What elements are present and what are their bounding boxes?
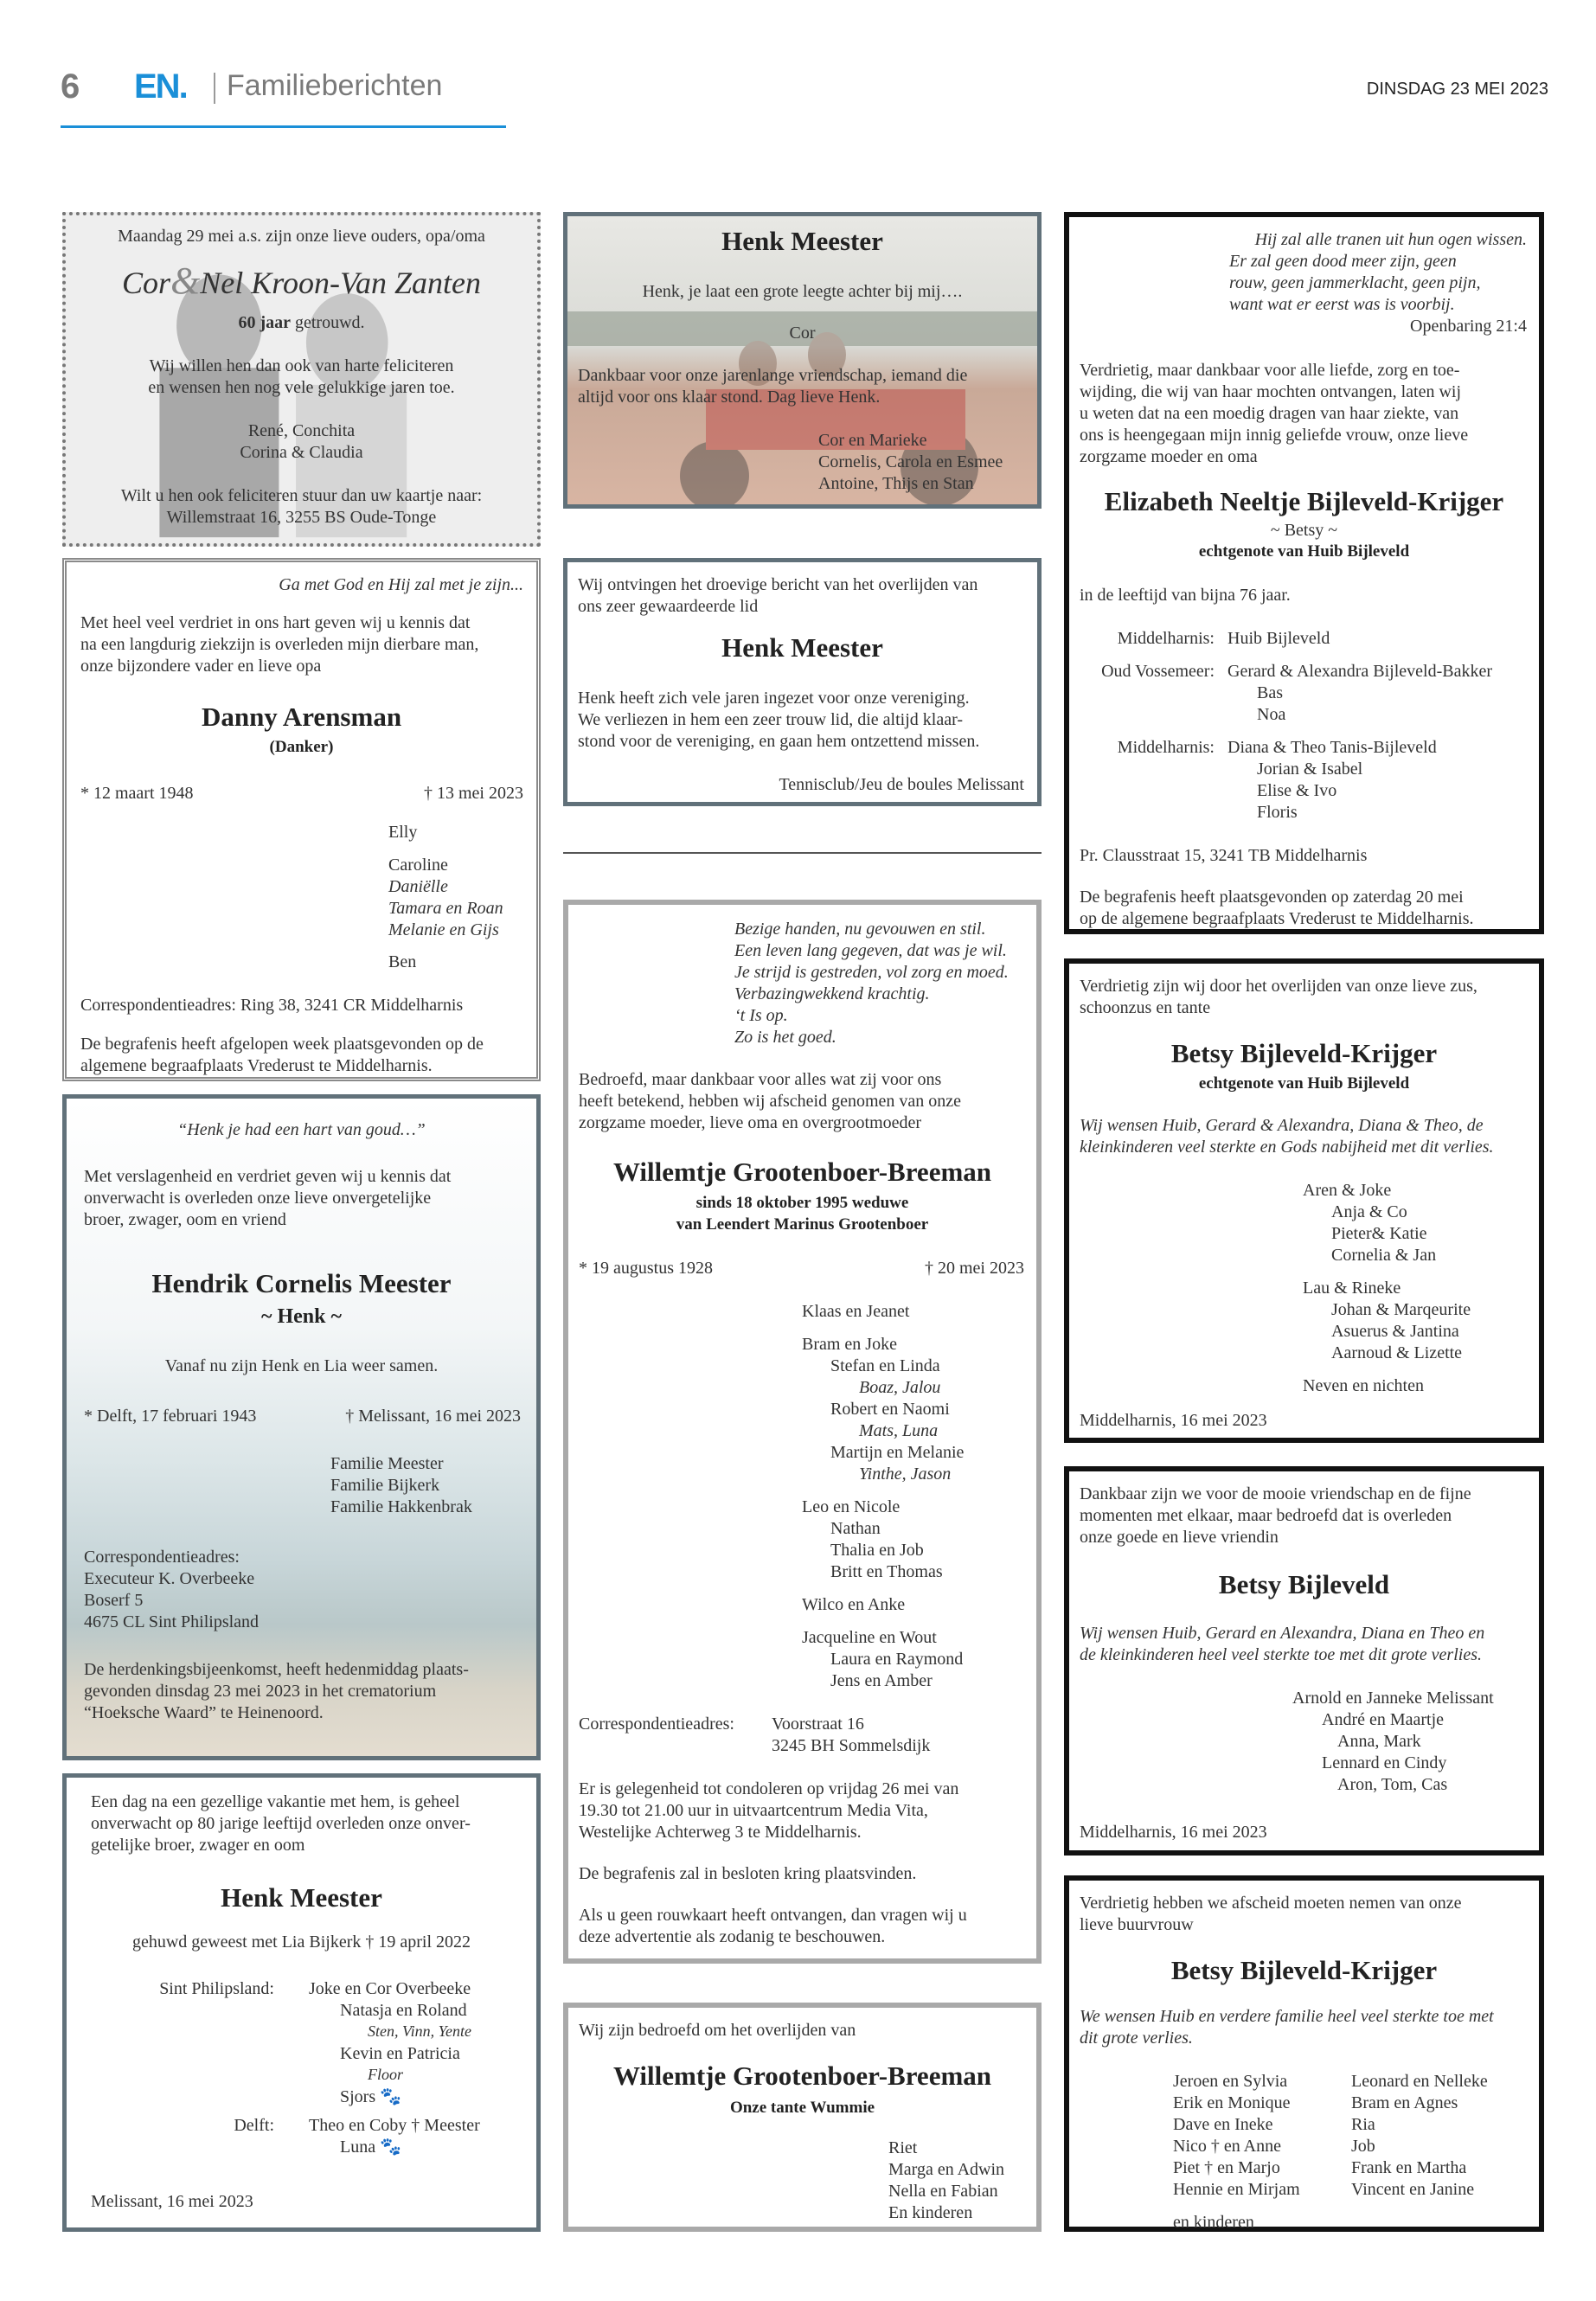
ad8-family: En kinderen [888,2203,973,2222]
ad3-nick: ~ Henk ~ [261,1305,342,1328]
ad3-family: Familie Meester [330,1454,444,1473]
ad10-family: Lau & Rineke [1303,1279,1401,1298]
ad7-condolence: Er is gelegenheid tot condoleren op vrijdag 26 mei van [579,1779,959,1798]
ad6-text: We verliezen in hem een zeer trouw lid, die altijd klaar- [578,710,964,729]
ad7-family: Jacqueline en Wout [802,1628,937,1647]
ad7-family: Thalia en Job [830,1541,924,1560]
ad9-place: Oud Vossemeer: [1101,662,1215,681]
ad7-condolence: 19.30 tot 21.00 uur in uitvaartcentrum Media Vita, [579,1801,928,1820]
ad12-neighbour: Bram en Agnes [1351,2093,1458,2112]
ad9-family: Jorian & Isabel [1257,760,1363,779]
newspaper-logo: EN. [134,67,187,106]
ad10-intro: schoonzus en tante [1080,998,1211,1017]
notice-betsy-neighbours [1064,1875,1544,2232]
ad5-family: Cor en Marieke [818,431,927,450]
ad1-wish2: en wensen hen nog vele gelukkige jaren toe. [148,378,455,397]
ad9-burial: op de algemene begraafplaats Vrederust te Middelharnis. [1080,909,1474,928]
paw-icon: 🐾 [380,2138,401,2157]
ad10-footer: Middelharnis, 16 mei 2023 [1080,1411,1267,1430]
notice-grootenboer-tante [563,2003,1042,2232]
ad5-text: Dankbaar voor onze jarenlange vriendschap, iemand die [578,366,968,385]
ad1-top: Maandag 29 mei a.s. zijn onze lieve ouders, opa/oma [118,227,485,246]
ad9-family: Diana & Theo Tanis-Bijleveld [1227,738,1437,757]
ad2-motto: Ga met God en Hij zal met je zijn... [279,575,523,594]
ad4-intro: onverwacht op 80 jarige leeftijd overleden onze onver- [91,1814,471,1833]
column-divider [563,852,1042,854]
ad8-sub: Onze tante Wummie [729,2099,875,2117]
ad2-born: * 12 maart 1948 [80,784,194,803]
ad8-family: Marga en Adwin [888,2160,1005,2179]
ad4-family: Sjors 🐾 [340,2087,402,2106]
ad6-club: Tennisclub/Jeu de boules Melissant [779,775,1024,794]
ad9-intro: Verdrietig, maar dankbaar voor alle liefde, zorg en toe- [1080,361,1460,380]
ad9-intro: ons is heengegaan mijn innig geliefde vrouw, onze lieve [1080,426,1469,445]
ad5-cor: Cor [789,324,816,343]
ad6-text: stond voor de vereniging, en gaan hem ontzettend missen. [578,732,980,751]
ad4-place1: Sint Philipsland: [159,1979,274,1998]
ad1-card2: Willemstraat 16, 3255 BS Oude-Tonge [166,508,437,527]
ad10-spouse: echtgenote van Huib Bijleveld [1198,1074,1410,1093]
ad12-neighbour: Ria [1351,2115,1375,2134]
ad12-neighbour: Job [1351,2137,1375,2156]
ad6-intro: ons zeer gewaardeerde lid [578,597,759,616]
ad9-quote: Er zal geen dood meer zijn, geen [1229,252,1457,271]
ad2-died: † 13 mei 2023 [424,784,523,803]
ad1-wish1: Wij willen hen dan ook van harte feliciteren [149,356,454,375]
ad12-end: en kinderen [1173,2213,1254,2232]
ad7-poem: ‘t Is op. [734,1006,788,1025]
ad3-family: Familie Hakkenbrak [330,1497,472,1516]
ad4-married: gehuwd geweest met Lia Bijkerk † 19 april 2022 [131,1932,471,1952]
ad7-name: Willemtje Grootenboer-Breeman [612,1157,992,1187]
ad7-family: Stefan en Linda [830,1356,940,1375]
ad9-quote: rouw, geen jammerklacht, geen pijn, [1229,273,1481,292]
ad4-name: Henk Meester [221,1882,382,1913]
ad12-neighbour: Leonard en Nelleke [1351,2072,1488,2091]
ad12-intro: lieve buurvrouw [1080,1915,1194,1934]
ad3-corr: 4675 CL Sint Philipsland [84,1612,260,1631]
ad12-neighbour: Piet † en Marjo [1173,2158,1280,2177]
ad7-died: † 20 mei 2023 [925,1259,1024,1278]
ad9-spouse: echtgenote van Huib Bijleveld [1198,542,1410,561]
ad2-nick: (Danker) [269,738,334,756]
ad2-burial: De begrafenis heeft afgelopen week plaatsgevonden op de [80,1035,484,1054]
ad9-age: in de leeftijd van bijna 76 jaar. [1080,586,1291,605]
ad11-name: Betsy Bijleveld [1218,1569,1390,1599]
ad7-family: Yinthe, Jason [859,1465,952,1484]
ad8-family: Nella en Fabian [888,2182,998,2201]
ad10-family: Cornelia & Jan [1331,1246,1437,1265]
death-notice-hendrik-meester [62,1094,541,1760]
ad9-family: Huib Bijleveld [1227,629,1330,648]
ad1-fam1: René, Conchita [247,421,356,440]
ad2-intro: na een langdurig ziekzijn is overleden mijn dierbare man, [80,635,479,654]
ad11-family: Aron, Tom, Cas [1337,1775,1448,1794]
ad4-intro: Een dag na een gezellige vakantie met hem, is geheel [91,1792,460,1811]
ad3-corr: Boserf 5 [84,1591,144,1610]
ad9-burial: De begrafenis heeft plaatsgevonden op zaterdag 20 mei [1080,888,1464,907]
ad2-burial: algemene begraafplaats Vrederust te Middelharnis. [80,1056,433,1075]
ad3-quote: “Henk je had een hart van goud…” [177,1120,426,1139]
ad12-neighbour: Dave en Ineke [1173,2115,1273,2134]
ad8-family: Riet [888,2138,918,2157]
ad3-family: Familie Bijkerk [330,1476,440,1495]
notice-betsy-friends [1064,1466,1544,1856]
ad12-wish: dit grote verlies. [1080,2029,1193,2048]
ad9-family: Bas [1257,683,1283,702]
ad10-wish: kleinkinderen veel sterkte en Gods nabijheid met dit verlies. [1080,1138,1494,1157]
section-title: Familieberichten [227,69,443,102]
ad3-born: * Delft, 17 februari 1943 [84,1407,257,1426]
ad2-name: Danny Arensman [201,702,402,732]
ad9-intro: u weten dat na een moedig dragen van haar ziekte, van [1080,404,1459,423]
ad2-intro: Met heel veel verdriet in ons hart geven wij u kennis dat [80,613,471,632]
ad3-memorial: “Hoeksche Waard” te Heinenoord. [84,1703,324,1722]
ad7-family: Mats, Luna [859,1421,939,1440]
ad7-sub1: sinds 18 oktober 1995 weduwe [695,1194,909,1212]
ad7-family: Laura en Raymond [830,1650,964,1669]
header-rule [61,125,506,128]
ad7-corr: Voorstraat 16 [772,1715,864,1734]
ad8-intro: Wij zijn bedroefd om het overlijden van [579,2021,856,2040]
notice-betsy-family [1064,958,1544,1443]
ad4-footer: Melissant, 16 mei 2023 [91,2192,253,2211]
ad5-family: Antoine, Thijs en Stan [818,474,974,493]
header-separator [214,73,215,104]
ad9-quote: want wat er eerst was is voorbij. [1229,295,1455,314]
ad3-memorial: De herdenkingsbijeenkomst, heeft hedenmiddag plaats- [84,1660,469,1679]
ad7-family: Bram en Joke [802,1335,897,1354]
ad1-card1: Wilt u hen ook feliciteren stuur dan uw kaartje naar: [120,486,483,505]
edition-date: DINSDAG 23 MEI 2023 [1366,80,1548,99]
page-number: 6 [61,67,80,106]
ad12-intro: Verdrietig hebben we afscheid moeten nemen van onze [1080,1894,1462,1913]
notice-henk-meester-tennisclub [563,558,1042,806]
ad12-neighbour: Nico † en Anne [1173,2137,1281,2156]
ad12-neighbour: Hennie en Mirjam [1173,2180,1300,2199]
ad9-name: Elizabeth Neeltje Bijleveld-Krijger [1104,486,1504,516]
ad4-family: Kevin en Patricia [340,2044,460,2063]
ad7-family: Robert en Naomi [830,1400,950,1419]
ad10-family: Anja & Co [1331,1202,1407,1221]
ad4-family: Theo en Coby † Meester [309,2116,480,2135]
anniversary-ad [62,212,541,547]
ad7-family: Nathan [830,1519,881,1538]
ad7-intro: zorgzame moeder, lieve oma en overgrootmoeder [579,1113,922,1132]
ad7-poem: Een leven lang gegeven, dat was je wil. [734,941,1007,960]
ad11-intro: momenten met elkaar, maar bedroefd dat is overleden [1080,1506,1452,1525]
ad7-family: Klaas en Jeanet [802,1302,910,1321]
ad10-family: Aren & Joke [1303,1181,1392,1200]
ad7-born: * 19 augustus 1928 [579,1259,713,1278]
ad1-names: Cor&Nel Kroon-Van Zanten [122,260,481,302]
ad2-corr: Correspondentieadres: Ring 38, 3241 CR Middelharnis [80,996,464,1015]
ad11-footer: Middelharnis, 16 mei 2023 [1080,1823,1267,1842]
ad11-family: André en Maartje [1322,1710,1445,1729]
ad3-corr: Correspondentieadres: [84,1548,240,1567]
death-notice-grootenboer [563,900,1042,1964]
ad5-line1: Henk, je laat een grote leegte achter bij mij…. [642,282,963,301]
ad11-wish: Wij wensen Huib, Gerard en Alexandra, Diana en Theo en [1080,1624,1485,1643]
ad7-family: Wilco en Anke [802,1595,906,1614]
ad7-family: Leo en Nicole [802,1497,901,1516]
ad7-condolence: Westelijke Achterweg 3 te Middelharnis. [579,1823,862,1842]
ad9-family: Floris [1257,803,1298,822]
ad9-quote: Hij zal alle tranen uit hun ogen wissen. [1254,230,1527,249]
ad7-family: Britt en Thomas [830,1562,943,1581]
ad11-family: Anna, Mark [1337,1732,1421,1751]
ad7-intro: Bedroefd, maar dankbaar voor alles wat zij voor ons [579,1070,942,1089]
paw-icon: 🐾 [380,2087,402,2106]
death-notice-henk-meester-family [62,1773,541,2232]
ad4-place2: Delft: [234,2116,274,2135]
ad10-family: Neven en nichten [1303,1376,1424,1395]
ad3-intro: broer, zwager, oom en vriend [84,1210,286,1229]
ad4-family: Sten, Vinn, Yente [368,2022,471,2040]
ad1-years: 60 jaar getrouwd. [238,313,365,332]
ad10-intro: Verdrietig zijn wij door het overlijden van onze lieve zus, [1080,977,1477,996]
ad1-fam2: Corina & Claudia [240,443,363,462]
ad6-text: Henk heeft zich vele jaren ingezet voor onze vereniging. [578,689,970,708]
ad3-corr: Executeur K. Overbeeke [84,1569,255,1588]
ad12-wish: We wensen Huib en verdere familie heel veel sterkte toe met [1080,2007,1494,2026]
ad10-family: Johan & Marqeurite [1331,1300,1471,1319]
ad12-neighbour: Erik en Monique [1173,2093,1291,2112]
ad10-name: Betsy Bijleveld-Krijger [1170,1038,1438,1068]
ad4-family: Natasja en Roland [340,2001,467,2020]
ad2-family: Tamara en Roan [388,899,503,918]
ad9-family: Elise & Ivo [1257,781,1337,800]
ad4-family: Luna 🐾 [340,2138,401,2157]
ad5-name: Henk Meester [721,226,883,256]
ad12-neighbour: Jeroen en Sylvia [1173,2072,1288,2091]
ad7-family: Boaz, Jalou [859,1378,941,1397]
ad5-text: altijd voor ons klaar stond. Dag lieve Henk. [578,388,881,407]
ad7-poem: Zo is het goed. [734,1028,836,1047]
ad11-wish: de kleinkinderen heel veel sterkte toe met dit grote verlies. [1080,1645,1482,1664]
ad7-poem: Je strijd is gestreden, vol zorg en moed. [734,963,1009,982]
ad3-intro: onverwacht is overleden onze lieve onvergetelijke [84,1189,432,1208]
ad12-name: Betsy Bijleveld-Krijger [1170,1955,1438,1985]
ad10-family: Asuerus & Jantina [1331,1322,1459,1341]
ad3-died: † Melissant, 16 mei 2023 [345,1407,521,1426]
ad7-note: Als u geen rouwkaart heeft ontvangen, dan vragen wij u [579,1906,967,1925]
ad7-poem: Verbazingwekkend krachtig. [734,984,930,1003]
ad9-address: Pr. Clausstraat 15, 3241 TB Middelharnis [1080,846,1368,865]
ad7-intro: heeft betekend, hebben wij afscheid genomen van onze [579,1092,962,1111]
ad8-name: Willemtje Grootenboer-Breeman [612,2061,992,2091]
ad12-neighbour: Vincent en Janine [1351,2180,1475,2199]
ad7-corr: 3245 BH Sommelsdijk [772,1736,931,1755]
ad7-family: Martijn en Melanie [830,1443,965,1462]
ad10-wish: Wij wensen Huib, Gerard & Alexandra, Diana & Theo, de [1080,1116,1484,1135]
ad6-name: Henk Meester [721,632,883,663]
ad2-family: Caroline [388,856,448,875]
ad11-intro: onze goede en lieve vriendin [1080,1528,1279,1547]
ad2-family: Elly [388,823,418,842]
ad2-family: Daniëlle [388,877,448,896]
ad11-intro: Dankbaar zijn we voor de mooie vriendschap en de fijne [1080,1484,1471,1503]
ad5-family: Cornelis, Carola en Esmee [818,452,1003,471]
ad7-sub2: van Leendert Marinus Grootenboer [676,1215,929,1234]
ad12-neighbour: Frank en Martha [1351,2158,1467,2177]
ad7-note: deze advertentie als zodanig te beschouwen. [579,1927,886,1946]
ad9-intro: zorgzame moeder en oma [1080,447,1258,466]
ad3-intro: Met verslagenheid en verdriet geven wij u kennis dat [84,1167,452,1186]
ad7-burial: De begrafenis zal in besloten kring plaatsvinden. [579,1864,917,1883]
ad9-nick: ~ Betsy ~ [1270,521,1338,540]
ad2-intro: onze bijzondere vader en lieve opa [80,657,322,676]
death-notice-arensman [62,558,541,1081]
ad6-intro: Wij ontvingen het droevige bericht van het overlijden van [578,575,978,594]
death-notice-bijleveld-krijger [1064,212,1544,934]
ad3-together: Vanaf nu zijn Henk en Lia weer samen. [164,1356,439,1375]
ad9-place: Middelharnis: [1117,629,1215,648]
ad11-family: Lennard en Cindy [1322,1753,1447,1772]
ad2-family: Ben [388,952,417,971]
ad7-family: Jens en Amber [830,1671,933,1690]
ad11-family: Arnold en Janneke Melissant [1292,1689,1494,1708]
notice-henk-meester-cor [563,212,1042,509]
ad4-family: Floor [368,2066,404,2083]
ad9-intro: wijding, die wij van haar mochten ontvangen, laten wij [1080,382,1461,401]
ad9-quote-source: Openbaring 21:4 [1410,317,1527,336]
ad7-poem: Bezige handen, nu gevouwen en stil. [734,920,986,939]
ad10-family: Pieter& Katie [1331,1224,1427,1243]
ad9-family: Gerard & Alexandra Bijleveld-Bakker [1227,662,1492,681]
ad4-family: Joke en Cor Overbeeke [309,1979,471,1998]
ad3-name: Hendrik Cornelis Meester [151,1268,452,1298]
ad4-intro: getelijke broer, zwager en oom [91,1836,305,1855]
ad2-family: Melanie en Gijs [388,920,499,939]
ad3-memorial: gevonden dinsdag 23 mei 2023 in het crematorium [84,1682,437,1701]
ad9-place: Middelharnis: [1117,738,1215,757]
ad7-corr-label: Correspondentieadres: [579,1715,734,1734]
ad9-family: Noa [1257,705,1286,724]
ad10-family: Aarnoud & Lizette [1331,1343,1463,1362]
